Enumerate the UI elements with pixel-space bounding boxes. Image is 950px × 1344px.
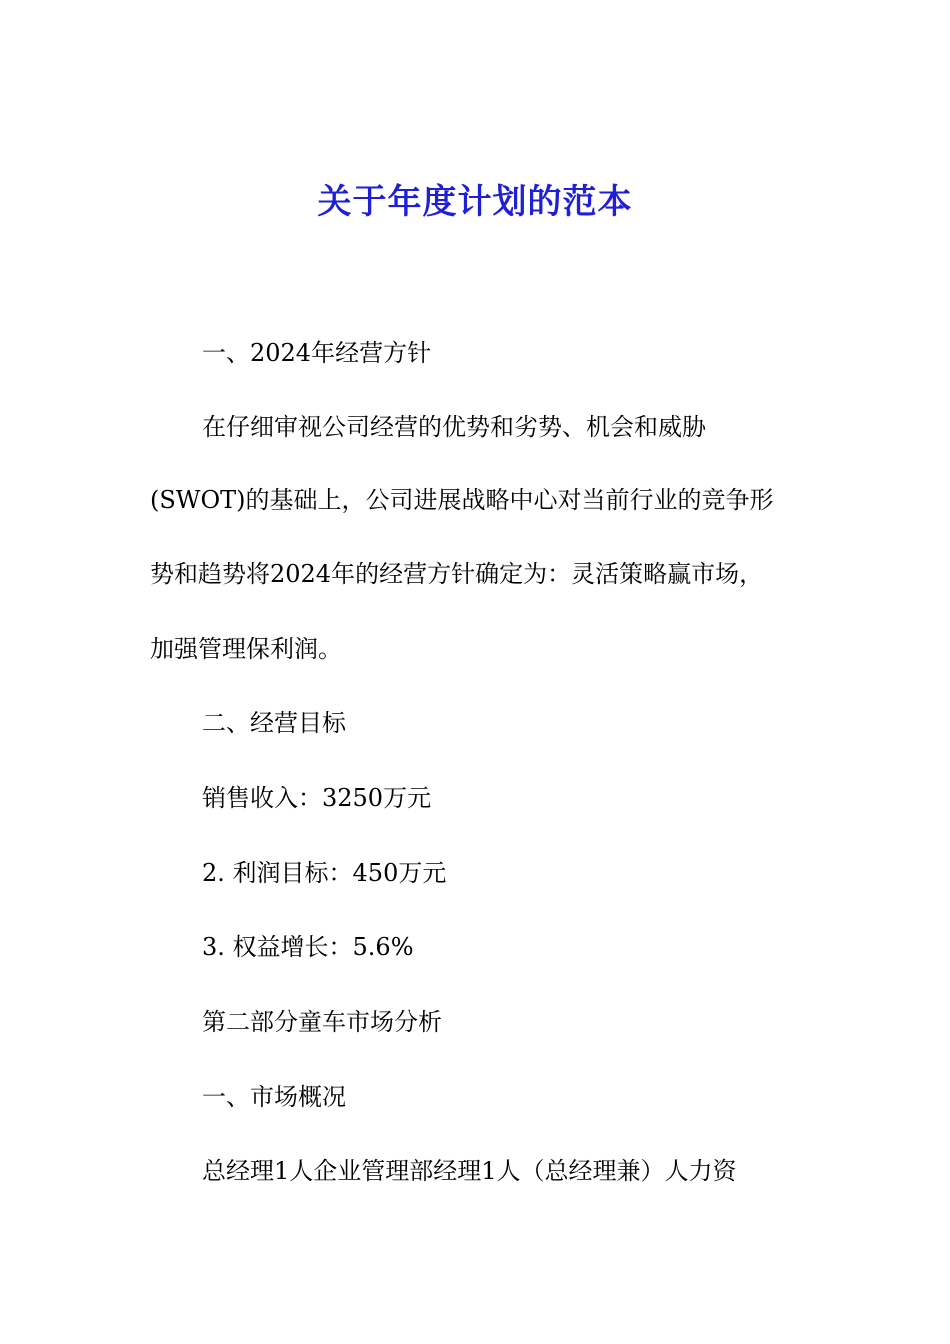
paragraph-line: 总经理1人企业管理部经理1人（总经理兼）人力资 <box>202 1157 737 1185</box>
paragraph-line: 势和趋势将2024年的经营方针确定为：灵活策略赢市场， <box>150 560 764 588</box>
part-heading-market-analysis: 第二部分童车市场分析 <box>202 1008 442 1036</box>
goal-item-sales: 销售收入：3250万元 <box>202 784 432 812</box>
paragraph-line: 在仔细审视公司经营的优势和劣势、机会和威胁 <box>202 413 706 441</box>
document-title: 关于年度计划的范本 <box>317 182 633 222</box>
section-heading-market-overview: 一、市场概况 <box>202 1083 346 1111</box>
goal-item-profit: 2. 利润目标：450万元 <box>202 859 447 887</box>
section-heading-business-goals: 二、经营目标 <box>202 709 346 737</box>
paragraph-line: 加强管理保利润。 <box>150 635 342 663</box>
goal-item-equity: 3. 权益增长：5.6% <box>202 933 414 961</box>
section-heading-business-policy: 一、2024年经营方针 <box>202 339 432 367</box>
paragraph-line: (SWOT)的基础上，公司进展战略中心对当前行业的竞争形 <box>150 486 774 514</box>
